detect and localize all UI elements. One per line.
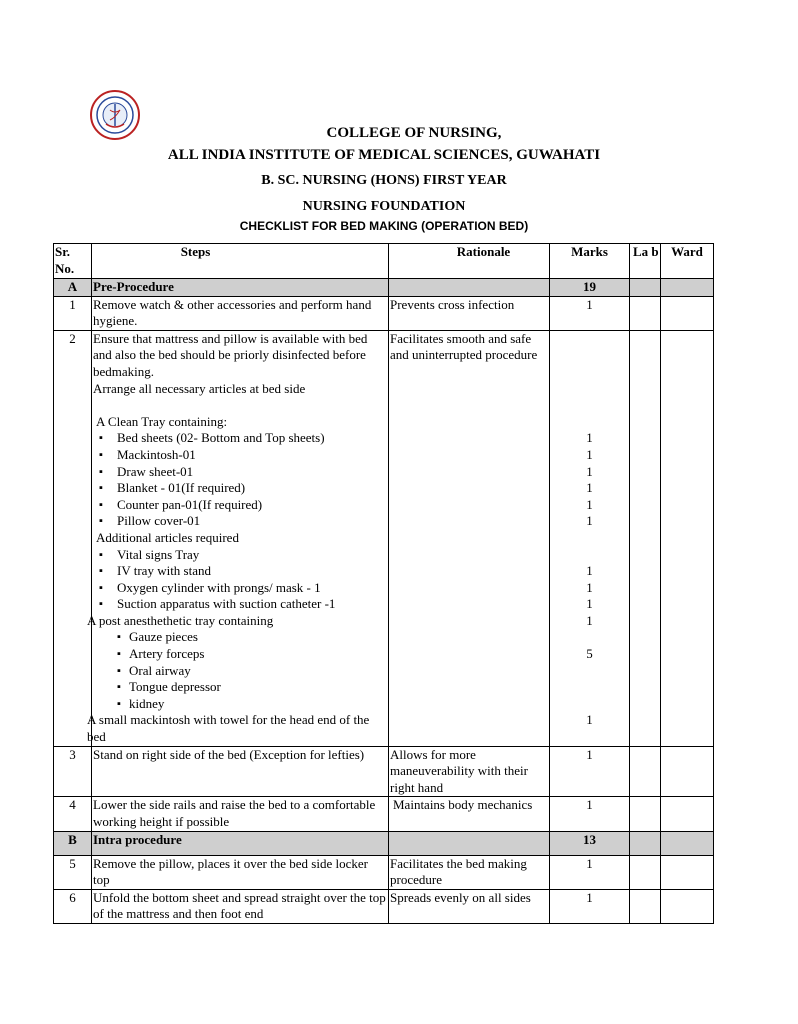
header-steps: Steps xyxy=(92,244,389,279)
header-rationale: Rationale xyxy=(389,244,550,279)
section-a-row xyxy=(54,279,714,297)
section-b-sr: B xyxy=(54,831,92,855)
list-item: ▪ Gauze pieces xyxy=(93,629,387,646)
section-b-row xyxy=(54,831,714,855)
post-anesthetic-tray-list xyxy=(93,629,387,712)
row-2-sr: 2 xyxy=(54,330,92,746)
row-5-rationale: Facilitates the bed making procedure xyxy=(389,855,550,889)
row-4-marks: 1 xyxy=(550,797,630,831)
subject-name: NURSING FOUNDATION xyxy=(302,199,466,214)
row-4-step: Lower the side rails and raise the bed to a comfortable working height if possible xyxy=(92,797,389,831)
header-ward: Ward xyxy=(661,244,714,279)
institute-name: ALL INDIA INSTITUTE OF MEDICAL SCIENCES, GUWAHATI xyxy=(167,147,601,163)
mark-value: 1 xyxy=(586,463,593,479)
clean-tray-list xyxy=(93,430,387,530)
clean-tray-heading: A Clean Tray containing: xyxy=(96,413,228,429)
table-row xyxy=(54,855,714,889)
mark-value: 1 xyxy=(586,612,593,628)
row-3-rationale: Allows for more maneuverability with their right hand xyxy=(389,746,550,797)
table-row xyxy=(54,746,714,797)
checklist-title: CHECKLIST FOR BED MAKING (OPERATION BED) xyxy=(239,219,529,233)
mark-value: 1 xyxy=(586,596,593,612)
additional-articles-list xyxy=(93,547,387,613)
list-item: ▪ Vital signs Tray xyxy=(93,547,387,564)
row-2-step xyxy=(87,330,389,746)
table-row xyxy=(54,889,714,923)
row-6-step: Unfold the bottom sheet and spread straight over the top of the mattress and then foot end xyxy=(92,889,389,923)
list-item: ▪ Oxygen cylinder with prongs/ mask - 1 xyxy=(93,580,387,597)
list-item: ▪ Draw sheet-01 xyxy=(93,464,387,481)
college-name: COLLEGE OF NURSING, xyxy=(326,125,502,141)
header-marks: Marks xyxy=(550,244,630,279)
bed-making-checklist-table xyxy=(53,243,714,924)
list-item: ▪ Oral airway xyxy=(93,663,387,680)
row-1-sr: 1 xyxy=(54,296,92,330)
list-item: ▪ Bed sheets (02- Bottom and Top sheets) xyxy=(93,430,387,447)
section-b-marks: 13 xyxy=(550,831,630,855)
list-item: ▪ Artery forceps xyxy=(93,646,387,663)
row-2-rationale: Facilitates smooth and safe and uninterrupted procedure xyxy=(389,330,550,746)
row-3-step: Stand on right side of the bed (Exception for lefties) xyxy=(92,746,389,797)
row-6-sr: 6 xyxy=(54,889,92,923)
row-2-step-intro: Ensure that mattress and pillow is available with bed and also the bed should be priorly disinfected before bedmaking. xyxy=(93,330,368,379)
row-5-marks: 1 xyxy=(550,855,630,889)
list-item: ▪ Suction apparatus with suction catheter -1 xyxy=(93,596,387,613)
header-lab: La b xyxy=(630,244,661,279)
row-4-rationale: Maintains body mechanics xyxy=(389,797,550,831)
row-1-marks: 1 xyxy=(550,296,630,330)
section-a-sr: A xyxy=(54,279,92,297)
mark-value: 1 xyxy=(586,513,593,529)
row-5-step: Remove the pillow, places it over the bed side locker top xyxy=(92,855,389,889)
list-item: ▪ Mackintosh-01 xyxy=(93,447,387,464)
table-row xyxy=(54,296,714,330)
course-name: B. SC. NURSING (HONS) FIRST YEAR xyxy=(261,173,507,188)
mark-value: 1 xyxy=(586,446,593,462)
row-3-sr: 3 xyxy=(54,746,92,797)
row-2-marks xyxy=(550,330,630,746)
table-row xyxy=(54,797,714,831)
section-a-marks: 19 xyxy=(550,279,630,297)
mark-value: 1 xyxy=(586,563,593,579)
list-item: ▪ Counter pan-01(If required) xyxy=(93,497,387,514)
row-5-sr: 5 xyxy=(54,855,92,889)
row-2-step-arrange: Arrange all necessary articles at bed side xyxy=(93,380,306,396)
small-mackintosh-text: A small mackintosh with towel for the head end of the bed xyxy=(87,712,370,745)
row-6-rationale: Spreads evenly on all sides xyxy=(389,889,550,923)
mark-value: 1 xyxy=(586,480,593,496)
row-3-marks: 1 xyxy=(550,746,630,797)
row-1-rationale: Prevents cross infection xyxy=(389,296,550,330)
mark-value: 1 xyxy=(586,430,593,446)
table-header-row xyxy=(54,244,714,279)
mark-value: 1 xyxy=(586,579,593,595)
list-item: ▪ Blanket - 01(If required) xyxy=(93,480,387,497)
list-item: ▪ kidney xyxy=(93,696,387,713)
section-a-title: Pre-Procedure xyxy=(92,279,389,297)
post-anesthetic-tray-heading: A post anesthethetic tray containing xyxy=(87,612,274,628)
mark-value: 5 xyxy=(586,646,593,662)
mark-value: 1 xyxy=(586,712,593,728)
section-b-title: Intra procedure xyxy=(92,831,389,855)
list-item: ▪ Tongue depressor xyxy=(93,679,387,696)
row-6-marks: 1 xyxy=(550,889,630,923)
additional-articles-heading: Additional articles required xyxy=(96,529,239,545)
row-4-sr: 4 xyxy=(54,797,92,831)
list-item: ▪ IV tray with stand xyxy=(93,563,387,580)
row-1-step: Remove watch & other accessories and perform hand hygiene. xyxy=(92,296,389,330)
table-row xyxy=(54,330,714,746)
header-sr-no: Sr. No. xyxy=(54,244,92,279)
mark-value: 1 xyxy=(586,496,593,512)
list-item: ▪ Pillow cover-01 xyxy=(93,513,387,530)
